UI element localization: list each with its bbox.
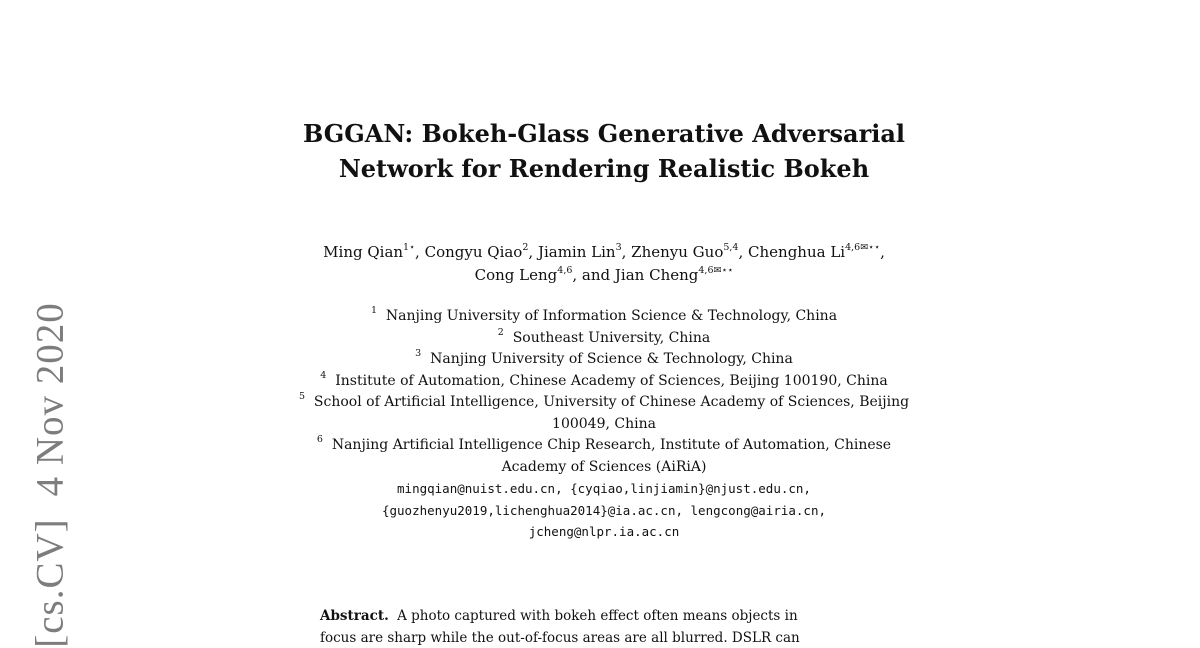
author-mark: 3 bbox=[615, 242, 622, 253]
author-mark: 4,6✉⋆⋆ bbox=[698, 265, 734, 276]
affiliation-list bbox=[0, 306, 1200, 478]
email-line-3: jcheng@nlpr.ia.ac.cn bbox=[528, 524, 680, 539]
paper-title bbox=[0, 116, 1200, 186]
abstract-label: Abstract. bbox=[320, 608, 389, 624]
author-name: Jiamin Lin bbox=[537, 243, 616, 261]
title-line-2: Network for Rendering Realistic Bokeh bbox=[338, 154, 870, 183]
abstract-line-2: focus are sharp while the out-of-focus areas are all blurred. DSLR can bbox=[320, 629, 800, 646]
author-separator: , bbox=[528, 243, 538, 261]
author-separator: , and bbox=[572, 266, 615, 284]
author-mark: 2 bbox=[522, 242, 529, 253]
author-line-2 bbox=[0, 264, 1200, 287]
email-line-1: mingqian@nuist.edu.cn, {cyqiao,linjiamin}@njust.edu.cn, bbox=[397, 481, 811, 496]
author-name: Congyu Qiao bbox=[424, 243, 523, 261]
affiliation-5: $^5$ School of Artificial Intelligence, University of Chinese Academy of Sciences, Beijing bbox=[298, 391, 910, 410]
email-list bbox=[0, 478, 1200, 543]
affiliation-1: $^1$ Nanjing University of Information Science & Technology, China bbox=[370, 305, 838, 324]
title-line-1: BGGAN: Bokeh-Glass Generative Adversarial bbox=[303, 119, 905, 148]
author-mark: 1⋆ bbox=[403, 242, 416, 253]
abstract-block bbox=[320, 606, 890, 648]
author-name: Chenghua Li bbox=[748, 243, 846, 261]
author-name: Jian Cheng bbox=[614, 266, 699, 284]
author-name: Cong Leng bbox=[474, 266, 558, 284]
affiliation-number: 4 bbox=[320, 369, 327, 381]
abstract-line-1: Abstract. A photo captured with bokeh effect often means objects in bbox=[320, 608, 798, 624]
author-name: Ming Qian bbox=[323, 243, 404, 261]
author-separator: , bbox=[738, 243, 749, 261]
arxiv-category: [cs.CV] bbox=[28, 518, 72, 648]
author-list bbox=[0, 241, 1200, 287]
affiliation-6-continued: Academy of Sciences (AiRiA) bbox=[501, 458, 707, 475]
affiliation-6: $^6$ Nanjing Artificial Intelligence Chip Research, Institute of Automation, Chinese bbox=[316, 434, 892, 453]
affiliation-4: $^4$ Institute of Automation, Chinese Academy of Sciences, Beijing 100190, China bbox=[320, 369, 888, 389]
affiliation-number: 3 bbox=[415, 348, 422, 360]
author-separator: , bbox=[415, 243, 425, 261]
affiliation-number: 5 bbox=[298, 391, 305, 403]
email-line-2: {guozhenyu2019,lichenghua2014}@ia.ac.cn, lengcong@airia.cn, bbox=[381, 502, 826, 518]
author-name: Zhenyu Guo bbox=[631, 243, 724, 261]
arxiv-date: 4 Nov 2020 bbox=[28, 302, 72, 497]
affiliation-number: 1 bbox=[370, 305, 377, 317]
affiliation-5-continued: 100049, China bbox=[552, 415, 656, 432]
author-mark: 4,6✉⋆⋆ bbox=[845, 242, 881, 253]
author-mark: 4,6 bbox=[557, 265, 573, 276]
author-separator: , bbox=[880, 243, 885, 261]
author-mark: 5,4 bbox=[723, 242, 739, 253]
author-line-1 bbox=[0, 241, 1200, 264]
affiliation-2: $^2$ Southeast University, China bbox=[497, 326, 711, 346]
affiliation-number: 2 bbox=[497, 326, 504, 338]
affiliation-number: 6 bbox=[316, 434, 323, 446]
author-separator: , bbox=[621, 243, 632, 261]
affiliation-3: $^3$ Nanjing University of Science & Technology, China bbox=[415, 348, 793, 367]
